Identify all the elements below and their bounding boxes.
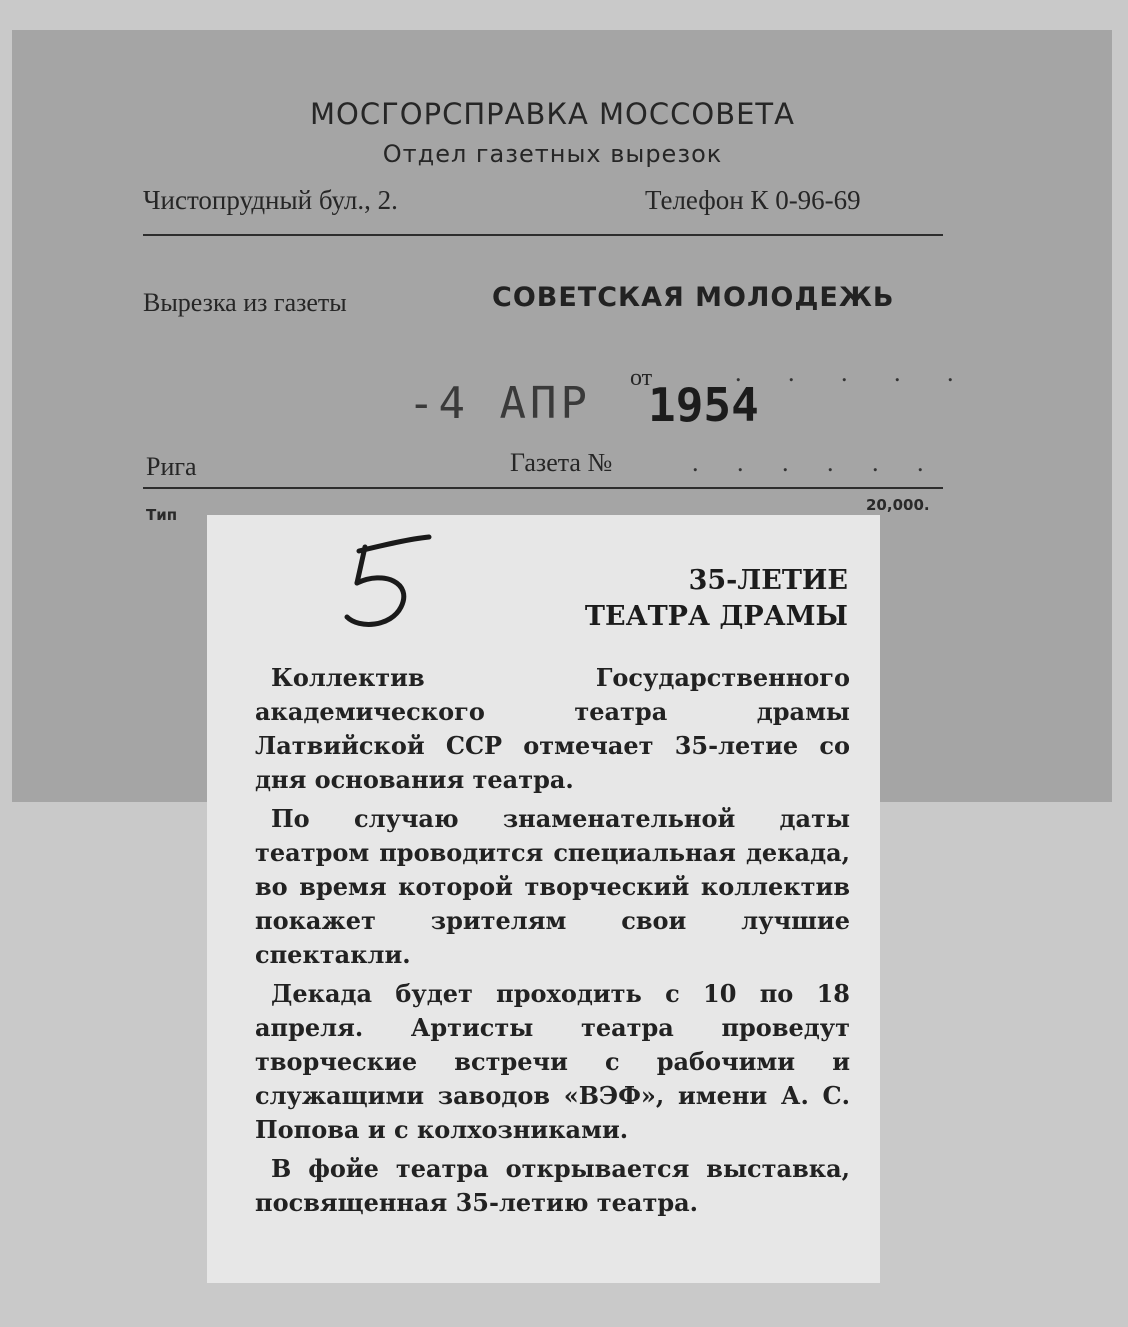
city-name: Рига (146, 452, 197, 481)
article-title-line-2: ТЕАТРА ДРАМЫ (584, 601, 848, 632)
agency-title: МОСГОРСПРАВКА МОССОВЕТА (310, 97, 795, 131)
source-label: Вырезка из газеты (143, 288, 347, 317)
newspaper-clipping (207, 515, 880, 1283)
date-stamp: -4 АПР (408, 378, 591, 429)
agency-phone: Телефон К 0-96-69 (645, 185, 861, 215)
article-paragraph: В фойе театра открывается выставка, посвященная 35-летию театра. (255, 1154, 850, 1217)
department-name: Отдел газетных вырезок (382, 140, 723, 168)
year-stamp: 1954 (648, 378, 759, 432)
agency-address: Чистопрудный бул., 2. (143, 185, 398, 215)
from-dots: . . . . . (735, 358, 974, 387)
handwritten-number-5-icon (329, 525, 439, 635)
circulation-label: 20,000. (866, 496, 930, 514)
article-title (585, 563, 848, 635)
article-paragraph: Коллектив Государственного академического театра драмы Латвийской ССР отмечает 35-летие со дня основания театра. (255, 663, 850, 794)
article-paragraph: Декада будет проходить с 10 по 18 апреля. Артисты театра проведут творческие встречи с рабочими и служащими заводов «ВЭФ», имени А. С. Попова и с колхозниками. (255, 979, 850, 1144)
header-divider (143, 234, 943, 236)
gazeta-number-label: Газета № (510, 448, 613, 477)
print-label: Тип (146, 506, 178, 524)
newspaper-name: СОВЕТСКАЯ МОЛОДЕЖЬ (492, 282, 895, 313)
from-label: от (630, 365, 653, 391)
article-paragraph: По случаю знаменательной даты театром проводится специальная декада, во время которой творческий коллектив покажет зрителям свои лучшие спектакли. (255, 804, 850, 969)
article-title-line-1: 35-ЛЕТИЕ (688, 565, 848, 596)
form-divider (143, 487, 943, 489)
article-body (255, 661, 850, 1225)
gazeta-dots: . . . . . . (692, 448, 940, 477)
